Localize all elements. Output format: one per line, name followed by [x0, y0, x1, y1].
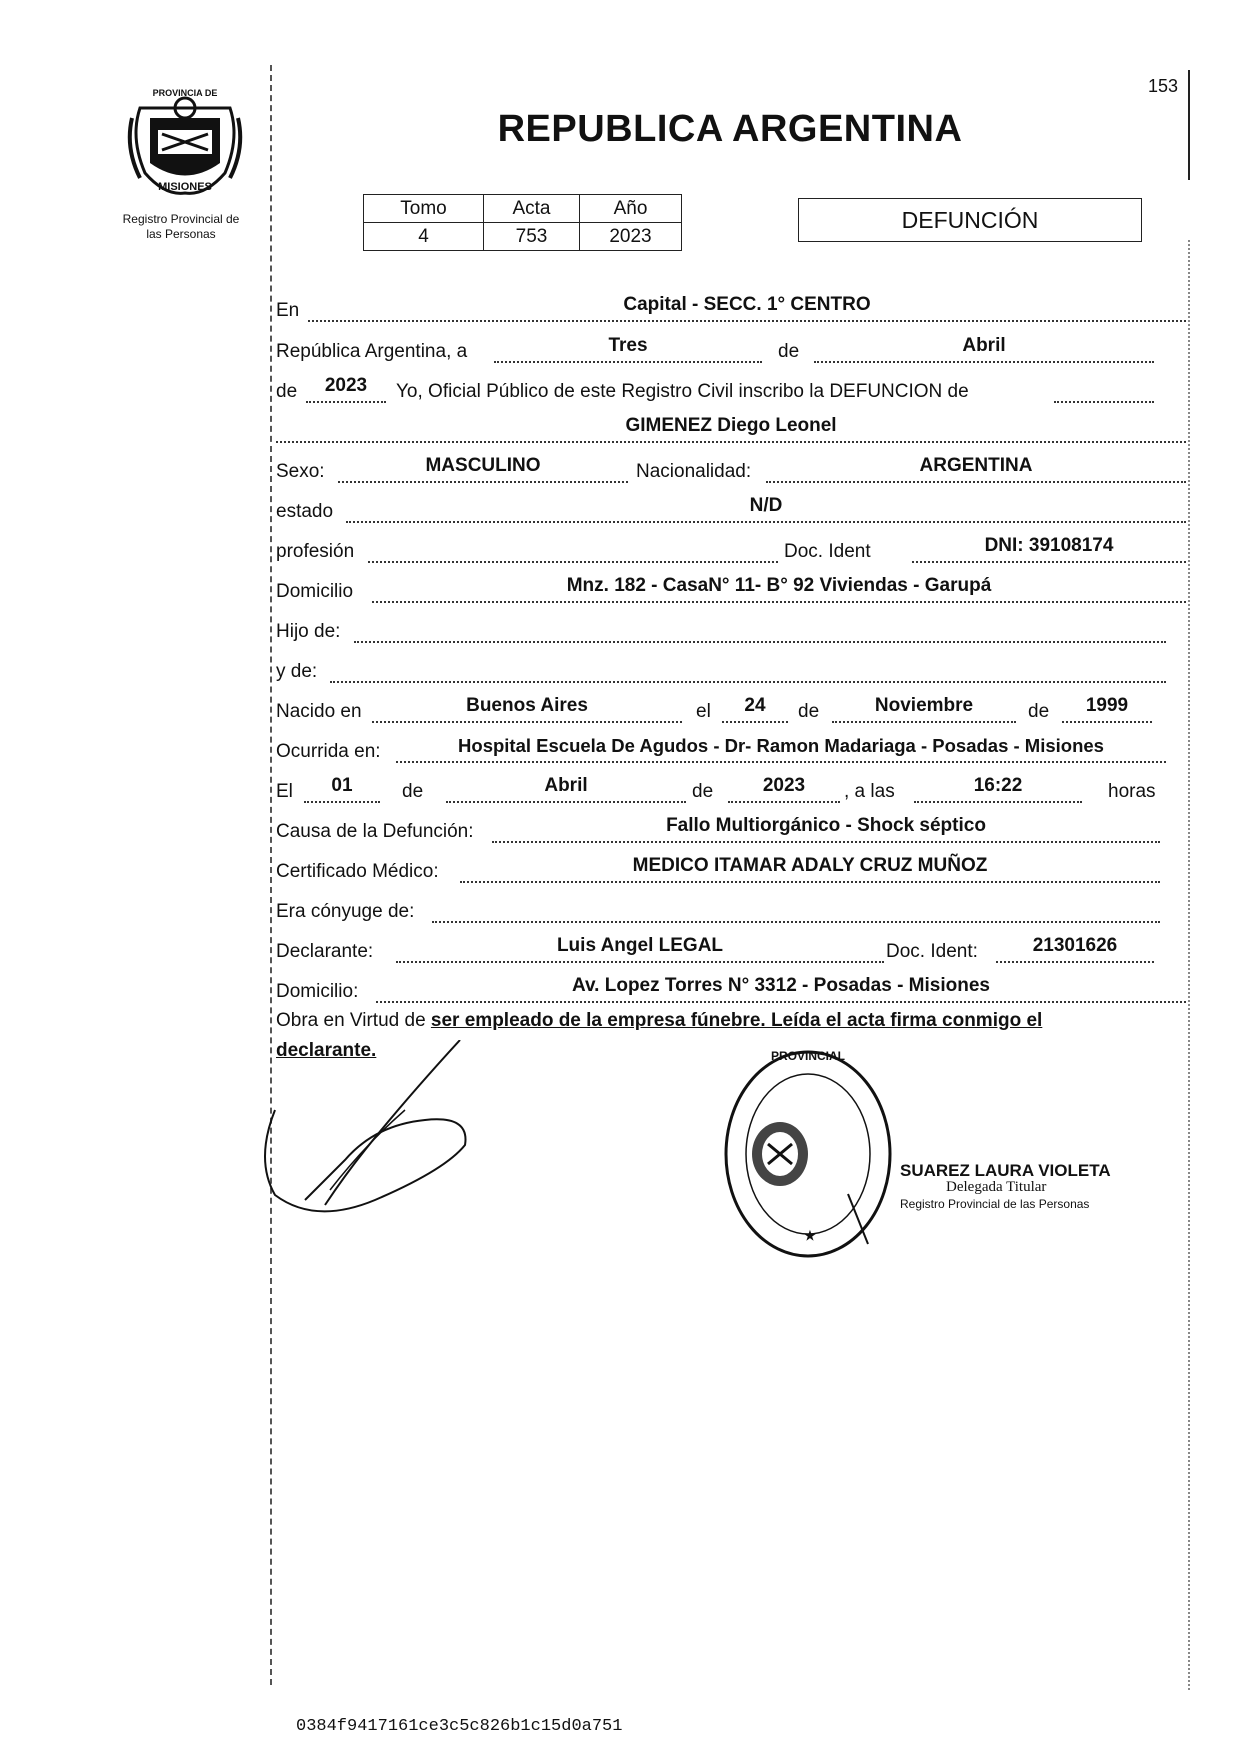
- alas-label: , a las: [844, 781, 895, 802]
- doc-ident-value: DNI: 39108174: [984, 535, 1114, 556]
- row-nacido: [276, 691, 1186, 727]
- misiones-coat-of-arms-icon: [120, 78, 250, 198]
- inscribe-fill: [1054, 373, 1154, 403]
- death-time: 16:22: [973, 775, 1023, 796]
- year-value: 2023: [324, 375, 368, 396]
- registry-table: [363, 194, 682, 251]
- anio-header: Año: [580, 195, 682, 223]
- document-title: REPUBLICA ARGENTINA: [497, 108, 963, 150]
- issuing-office: [96, 212, 266, 242]
- svg-text:MISIONES: MISIONES: [158, 181, 212, 193]
- year-prefix: de: [276, 381, 298, 402]
- nacido-value: Buenos Aires: [466, 695, 588, 716]
- row-republica: [276, 331, 1186, 367]
- declarante-label: Declarante:: [276, 941, 374, 962]
- horas-label: horas: [1108, 781, 1156, 802]
- row-certificado: [276, 851, 1186, 887]
- el-label: el: [696, 701, 711, 722]
- profesion-fill: [368, 533, 778, 563]
- day-value: Tres: [608, 335, 648, 356]
- death-el-label: El: [276, 781, 293, 802]
- obra-label: Obra en Virtud de: [276, 1010, 426, 1031]
- death-de-label-1: de: [402, 781, 424, 802]
- inscribe-text: Yo, Oficial Público de este Registro Civil inscribo la DEFUNCION de: [396, 381, 969, 402]
- nacionalidad-value: ARGENTINA: [919, 455, 1033, 476]
- birth-month: Noviembre: [874, 695, 974, 716]
- death-month: Abril: [544, 775, 588, 796]
- causa-value: Fallo Multiorgánico - Shock séptico: [666, 815, 986, 836]
- row-estado: [276, 491, 1186, 527]
- row-domicilio: [276, 571, 1186, 607]
- official-seal-icon: [718, 1044, 898, 1264]
- row-causa: [276, 811, 1186, 847]
- svg-text:PROVINCIA DE: PROVINCIA DE: [152, 88, 218, 98]
- obra-value-1: ser empleado de la empresa fúnebre. Leída el acta firma conmigo el: [430, 1010, 1043, 1031]
- birth-year: 1999: [1085, 695, 1129, 716]
- anio-value: 2023: [580, 223, 682, 251]
- row-sexo: [276, 451, 1186, 487]
- right-margin-dots: [1188, 240, 1190, 1690]
- death-year: 2023: [762, 775, 806, 796]
- causa-label: Causa de la Defunción:: [276, 821, 474, 842]
- conyuge-fill: [432, 893, 1160, 923]
- office-line-1: Registro Provincial de: [122, 212, 240, 226]
- sexo-value: MASCULINO: [425, 455, 541, 476]
- en-value: Capital - SECC. 1° CENTRO: [623, 294, 871, 315]
- declarante-dom-label: Domicilio:: [276, 981, 359, 1002]
- tomo-value: 4: [364, 223, 484, 251]
- yde-fill: [330, 653, 1166, 683]
- obra-value-2: declarante.: [276, 1040, 377, 1061]
- estado-value: N/D: [749, 495, 783, 516]
- office-line-2: las Personas: [146, 227, 216, 241]
- row-death-date: [276, 771, 1186, 807]
- birth-de-label-2: de: [1028, 701, 1050, 722]
- page-number: 153: [1148, 76, 1179, 96]
- acta-value: 753: [484, 223, 580, 251]
- birth-de-label-1: de: [798, 701, 820, 722]
- row-hijo: [276, 611, 1186, 647]
- en-label: En: [276, 300, 300, 321]
- birth-day: 24: [744, 695, 766, 716]
- right-margin-rule: [1188, 70, 1190, 180]
- hijo-label: Hijo de:: [276, 621, 341, 642]
- domicilio-value: Mnz. 182 - CasaN° 11- B° 92 Viviendas - Garupá: [566, 575, 992, 596]
- declarante-dom-value: Av. Lopez Torres N° 3312 - Posadas - Misiones: [572, 975, 990, 996]
- sexo-label: Sexo:: [276, 461, 325, 482]
- de-label: de: [778, 341, 800, 362]
- declarante-doc-value: 21301626: [1032, 935, 1118, 956]
- republica-label: República Argentina, a: [276, 341, 468, 362]
- nacionalidad-label: Nacionalidad:: [636, 461, 752, 482]
- deceased-name: GIMENEZ Diego Leonel: [625, 415, 837, 436]
- estado-label: estado: [276, 501, 334, 522]
- declarante-value: Luis Angel LEGAL: [556, 935, 724, 956]
- declarante-doc-label: Doc. Ident:: [886, 941, 978, 962]
- row-deceased-name: [276, 411, 1186, 447]
- tomo-header: Tomo: [364, 195, 484, 223]
- yde-label: y de:: [276, 661, 318, 682]
- acta-header: Acta: [484, 195, 580, 223]
- official-stamp: [900, 1162, 1160, 1213]
- row-conyuge: [276, 891, 1186, 927]
- doc-ident-label: Doc. Ident: [784, 541, 871, 562]
- row-yde: [276, 651, 1186, 687]
- conyuge-label: Era cónyuge de:: [276, 901, 415, 922]
- official-role: Delegada Titular: [946, 1179, 1047, 1195]
- row-profesion: [276, 531, 1186, 567]
- profesion-label: profesión: [276, 541, 355, 562]
- death-de-label-2: de: [692, 781, 714, 802]
- row-ocurrida: [276, 731, 1186, 767]
- document-type-box: DEFUNCIÓN: [798, 198, 1142, 242]
- ocurrida-label: Ocurrida en:: [276, 741, 381, 762]
- month-value: Abril: [962, 335, 1006, 356]
- official-registry: Registro Provincial de las Personas: [900, 1197, 1090, 1211]
- declarant-signature: [255, 1040, 495, 1220]
- nacido-label: Nacido en: [276, 701, 362, 722]
- left-margin-rule: [270, 65, 272, 1685]
- domicilio-label: Domicilio: [276, 581, 354, 602]
- svg-text:PROVINCIAL: PROVINCIAL: [770, 1049, 846, 1063]
- certificado-label: Certificado Médico:: [276, 861, 439, 882]
- official-name: SUAREZ LAURA VIOLETA: [900, 1161, 1111, 1180]
- row-declarante: [276, 931, 1186, 967]
- certificado-value: MEDICO ITAMAR ADALY CRUZ MUÑOZ: [632, 855, 988, 876]
- row-en: [276, 290, 1186, 326]
- death-day: 01: [331, 775, 353, 796]
- svg-text:★: ★: [804, 1228, 816, 1243]
- ocurrida-value: Hospital Escuela De Agudos - Dr- Ramon Madariaga - Posadas - Misiones: [458, 735, 1104, 756]
- hijo-fill: [354, 613, 1166, 643]
- document-hash: 0384f9417161ce3c5c826b1c15d0a751: [296, 1717, 623, 1736]
- row-declarante-domicilio: [276, 971, 1186, 1007]
- row-year: [276, 371, 1186, 407]
